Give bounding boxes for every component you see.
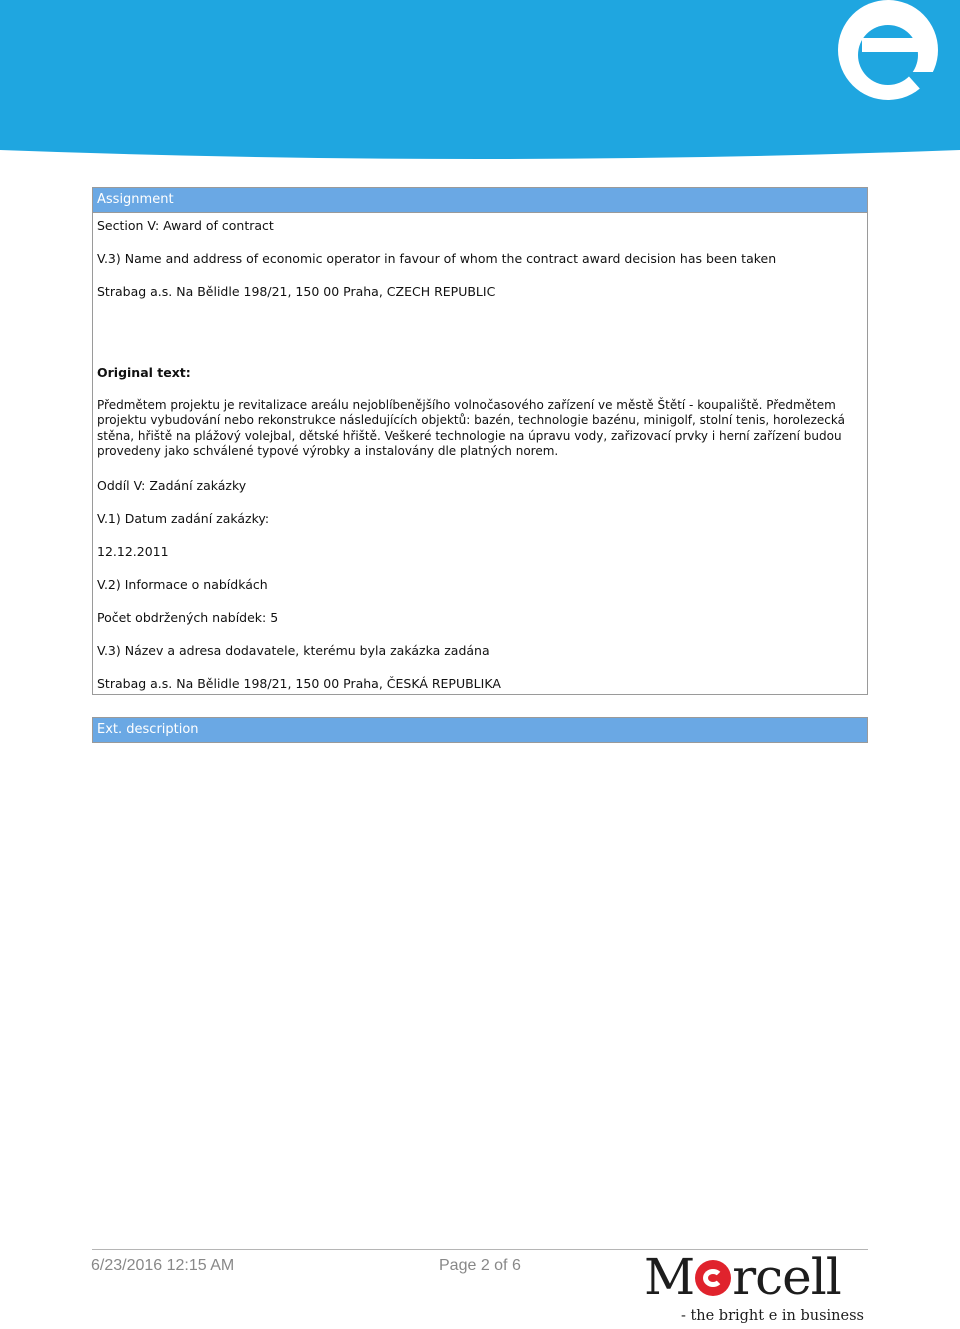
date-value: 12.12.2011	[97, 544, 169, 559]
header-banner	[0, 0, 960, 165]
assignment-section	[92, 187, 868, 695]
operator-line: Strabag a.s. Na Bělidle 198/21, 150 00 Praha, CZECH REPUBLIC	[97, 284, 496, 299]
assignment-heading: Assignment	[93, 188, 867, 213]
footer-date: 6/23/2016 12:15 AM	[91, 1257, 235, 1274]
ext-description-heading: Ext. description	[93, 718, 867, 742]
oddil-line: Oddíl V: Zadání zakázky	[97, 478, 247, 493]
section-line: Section V: Award of contract	[97, 218, 274, 233]
v3-cz-line: V.3) Název a adresa dodavatele, kterému byla zakázka zadána	[97, 643, 490, 658]
v1-line: V.1) Datum zadání zakázky:	[97, 511, 270, 526]
original-text-label: Original text:	[97, 365, 191, 380]
logo-letter-m: M	[644, 1248, 695, 1306]
logo-letters-rest: rcell	[732, 1248, 841, 1306]
operator-cz-line: Strabag a.s. Na Bělidle 198/21, 150 00 Praha, ČESKÁ REPUBLIKA	[97, 676, 501, 691]
v3-line: V.3) Name and address of economic operator in favour of whom the contract award decision has been taken	[97, 251, 777, 266]
original-paragraph: Předmětem projektu je revitalizace areálu nejoblíbenějšího volnočasového zařízení ve městě Štětí - koupaliště. Předmětem projektu vybudování nebo rekonstrukce následujících objektů: bazén, technologie bazénu, minigolf, stolní tenis, horolezecká stěna, hřiště na plážový volejbal, dětské hřiště. Veškeré technologie na úpravu vody, zařizovací prvky i herní zařízení budou provedeny jako schválené typové výrobky a instalovány dle platných norem.	[97, 398, 845, 459]
logo-tagline: - the bright e in business	[680, 1308, 864, 1324]
offers-line: Počet obdržených nabídek: 5	[97, 610, 279, 625]
logo-e-icon	[695, 1260, 731, 1296]
footer-page-number: Page 2 of 6	[439, 1257, 521, 1274]
marcell-logo	[644, 1248, 866, 1328]
v2-line: V.2) Informace o nabídkách	[97, 577, 268, 592]
ext-description-section	[92, 717, 868, 743]
logo-wordmark	[644, 1248, 841, 1306]
header-banner-graphic	[0, 0, 960, 165]
